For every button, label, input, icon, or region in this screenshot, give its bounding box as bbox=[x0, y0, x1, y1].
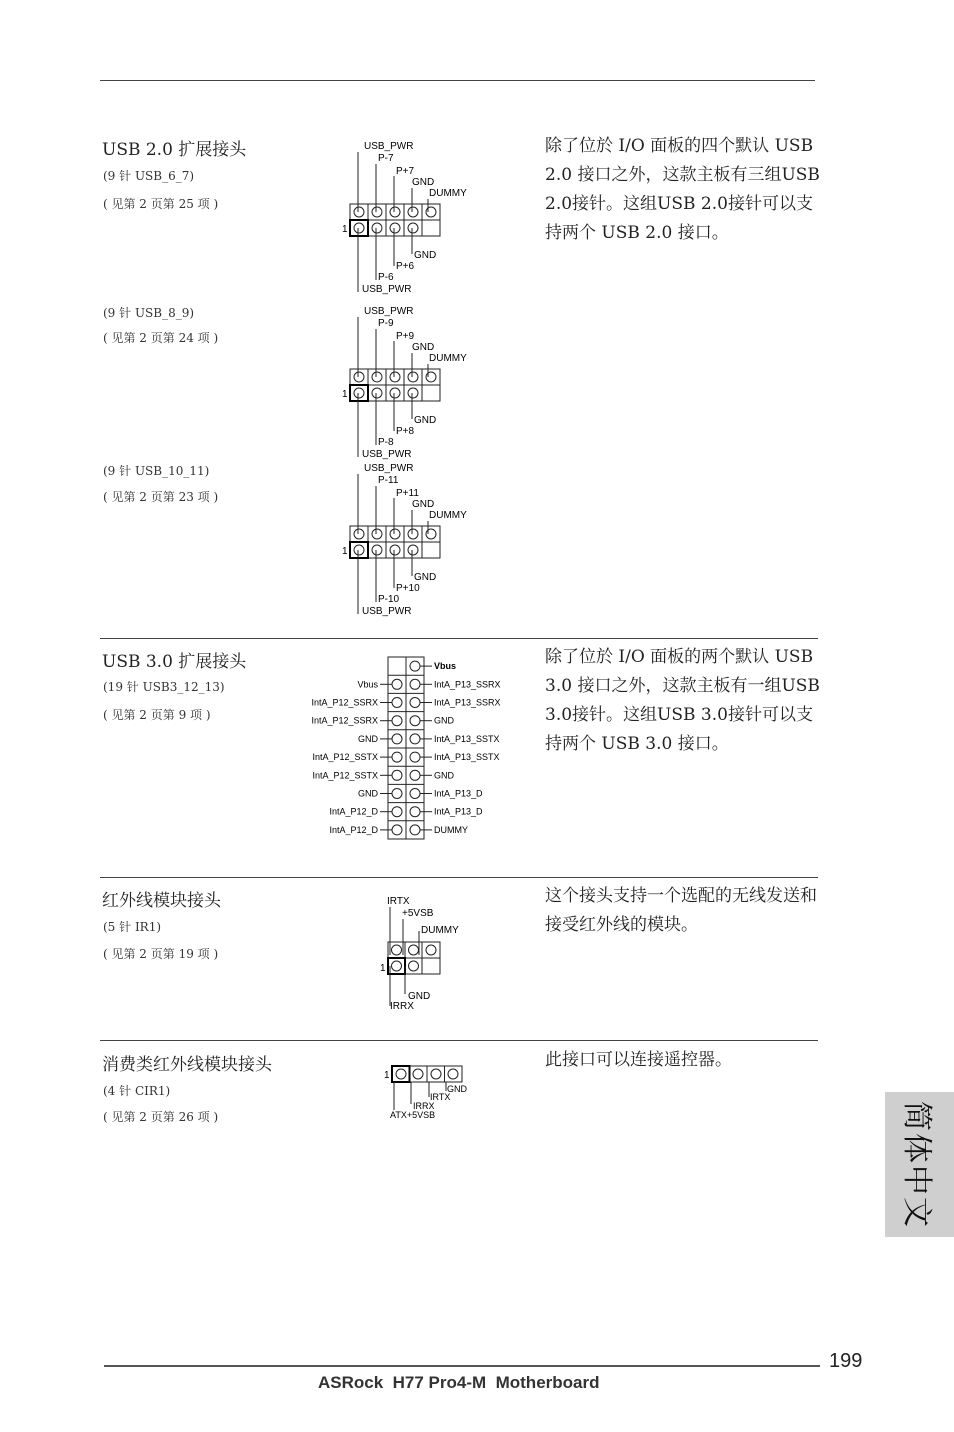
usb2-label-gnd-top: GND bbox=[412, 342, 435, 353]
usb2-label-pwr-bot: USB_PWR bbox=[362, 606, 412, 617]
usb3-right-label: GND bbox=[434, 770, 454, 781]
usb3-left-label: IntA_P12_SSRX bbox=[311, 697, 378, 708]
usb2-h1-ref: ( 见第 2 页第 25 项 ) bbox=[103, 197, 219, 211]
usb2-label-p-minus-top: P-7 bbox=[378, 153, 394, 164]
top-rule bbox=[100, 80, 815, 81]
ir-header-diagram bbox=[375, 893, 485, 1018]
usb3-right-label: IntA_P13_SSRX bbox=[434, 697, 501, 708]
ir-label-irrx: IRRX bbox=[390, 1001, 414, 1012]
page-number: 199 bbox=[829, 1350, 863, 1372]
usb2-label-pwr-top: USB_PWR bbox=[364, 306, 414, 317]
usb3-right-label: GND bbox=[434, 715, 454, 726]
usb2-label-gnd-bot: GND bbox=[414, 415, 437, 426]
cir-rule bbox=[100, 1040, 818, 1041]
usb2-label-p-plus-bot: P+8 bbox=[396, 426, 415, 437]
usb2-label-pwr-top: USB_PWR bbox=[364, 141, 414, 152]
usb2-label-pwr-top: USB_PWR bbox=[364, 463, 414, 474]
usb2-label-pwr-bot: USB_PWR bbox=[362, 449, 412, 460]
footer-title: ASRock H77 Pro4-M Motherboard bbox=[318, 1373, 600, 1392]
usb2-label-dummy: DUMMY bbox=[429, 353, 467, 364]
ir-label-irtx: IRTX bbox=[387, 896, 410, 907]
cir-label-irtx: IRTX bbox=[430, 1092, 451, 1102]
usb3-header-diagram bbox=[300, 655, 530, 845]
usb3-right-label: DUMMY bbox=[434, 824, 468, 835]
usb2-label-p-plus-top: P+7 bbox=[396, 166, 415, 177]
ir-label-dummy: DUMMY bbox=[421, 925, 459, 936]
ir-rule bbox=[100, 877, 818, 878]
ir-ref: ( 见第 2 页第 19 项 ) bbox=[103, 947, 219, 961]
usb2-label-pin1: 1 bbox=[342, 224, 348, 235]
usb2-label-pwr-bot: USB_PWR bbox=[362, 284, 412, 295]
usb3-left-label: IntA_P12_D bbox=[329, 824, 378, 835]
usb2-h2-pins: (9 针 USB_8_9) bbox=[103, 306, 195, 320]
cir-ref: ( 见第 2 页第 26 项 ) bbox=[103, 1110, 219, 1124]
usb2-label-p-minus-bot: P-10 bbox=[378, 594, 400, 605]
usb2-label-pin1: 1 bbox=[342, 546, 348, 557]
cir-header-diagram bbox=[380, 1060, 490, 1125]
ir-label-vsb: +5VSB bbox=[402, 908, 434, 919]
usb3-left-label: GND bbox=[358, 733, 378, 744]
usb3-left-label: IntA_P12_D bbox=[329, 806, 378, 817]
usb3-right-label: IntA_P13_SSTX bbox=[434, 733, 500, 744]
usb2-title: USB 2.0 扩展接头 bbox=[102, 140, 247, 160]
usb2-label-dummy: DUMMY bbox=[429, 510, 467, 521]
usb2-label-p-minus-top: P-9 bbox=[378, 318, 394, 329]
usb2-label-gnd-top: GND bbox=[412, 499, 435, 510]
usb3-left-label: IntA_P12_SSRX bbox=[311, 715, 378, 726]
usb3-left-label: IntA_P12_SSTX bbox=[312, 770, 378, 781]
usb2-header-diagram-3 bbox=[340, 460, 480, 617]
ir-title: 红外线模块接头 bbox=[102, 891, 221, 911]
usb3-right-label: IntA_P13_D bbox=[434, 788, 483, 799]
usb2-label-p-plus-top: P+11 bbox=[396, 488, 419, 499]
usb3-right-label: Vbus bbox=[434, 661, 457, 672]
usb2-label-p-minus-bot: P-6 bbox=[378, 272, 394, 283]
usb3-ref: ( 见第 2 页第 9 项 ) bbox=[103, 708, 211, 722]
cir-label-pin1: 1 bbox=[384, 1070, 390, 1081]
usb2-label-p-plus-bot: P+6 bbox=[396, 261, 415, 272]
cir-description: 此接口可以连接遥控器。 bbox=[545, 1050, 732, 1070]
usb2-h3-pins: (9 针 USB_10_11) bbox=[103, 464, 210, 478]
usb2-label-p-plus-bot: P+10 bbox=[396, 583, 420, 594]
cir-pins: (4 针 CIR1) bbox=[103, 1084, 171, 1098]
cir-label-gnd: GND bbox=[447, 1084, 467, 1094]
ir-label-gnd: GND bbox=[408, 991, 431, 1002]
usb3-right-label: IntA_P13_SSRX bbox=[434, 679, 501, 690]
language-tab-label: 简体中文 bbox=[898, 1100, 934, 1229]
ir-description: 这个接头支持一个选配的无线发送和接受红外线的模块。 bbox=[545, 886, 817, 935]
usb2-label-gnd-bot: GND bbox=[414, 250, 437, 261]
usb2-label-p-minus-bot: P-8 bbox=[378, 437, 394, 448]
usb3-pins: (19 针 USB3_12_13) bbox=[103, 680, 225, 694]
usb2-label-p-plus-top: P+9 bbox=[396, 331, 415, 342]
usb2-header-diagram-2 bbox=[340, 303, 480, 460]
usb3-left-label: GND bbox=[358, 788, 378, 799]
usb3-left-label: IntA_P12_SSTX bbox=[312, 752, 378, 763]
usb3-description: 除了位於 I/O 面板的两个默认 USB 3.0 接口之外，这款主板有一组USB 3.0接针。这组USB 3.0接针可以支持两个 USB 3.0 接口。 bbox=[545, 647, 820, 754]
cir-title: 消费类红外线模块接头 bbox=[102, 1055, 272, 1075]
usb2-label-dummy: DUMMY bbox=[429, 188, 467, 199]
usb2-h3-ref: ( 见第 2 页第 23 项 ) bbox=[103, 490, 219, 504]
cir-label-irrx: IRRX bbox=[413, 1101, 435, 1111]
usb3-title: USB 3.0 扩展接头 bbox=[102, 652, 247, 672]
usb2-label-gnd-top: GND bbox=[412, 177, 435, 188]
footer-rule bbox=[104, 1365, 820, 1367]
usb2-header-diagram-1 bbox=[340, 138, 480, 293]
usb2-label-gnd-bot: GND bbox=[414, 572, 437, 583]
usb3-rule bbox=[100, 638, 818, 639]
language-side-tab bbox=[885, 1092, 954, 1237]
cir-label-atx: ATX+5VSB bbox=[390, 1110, 436, 1120]
usb2-h1-pins: (9 针 USB_6_7) bbox=[103, 169, 195, 183]
usb2-h2-ref: ( 见第 2 页第 24 项 ) bbox=[103, 331, 219, 345]
usb3-right-label: IntA_P13_SSTX bbox=[434, 752, 500, 763]
usb3-right-label: IntA_P13_D bbox=[434, 806, 483, 817]
usb3-left-label: Vbus bbox=[357, 679, 378, 690]
usb2-label-pin1: 1 bbox=[342, 389, 348, 400]
ir-label-pin1: 1 bbox=[380, 963, 386, 974]
usb2-description: 除了位於 I/O 面板的四个默认 USB 2.0 接口之外，这款主板有三组USB 2.0接针。这组USB 2.0接针可以支持两个 USB 2.0 接口。 bbox=[545, 136, 820, 243]
usb2-label-p-minus-top: P-11 bbox=[378, 475, 399, 486]
ir-pins: (5 针 IR1) bbox=[103, 920, 162, 934]
